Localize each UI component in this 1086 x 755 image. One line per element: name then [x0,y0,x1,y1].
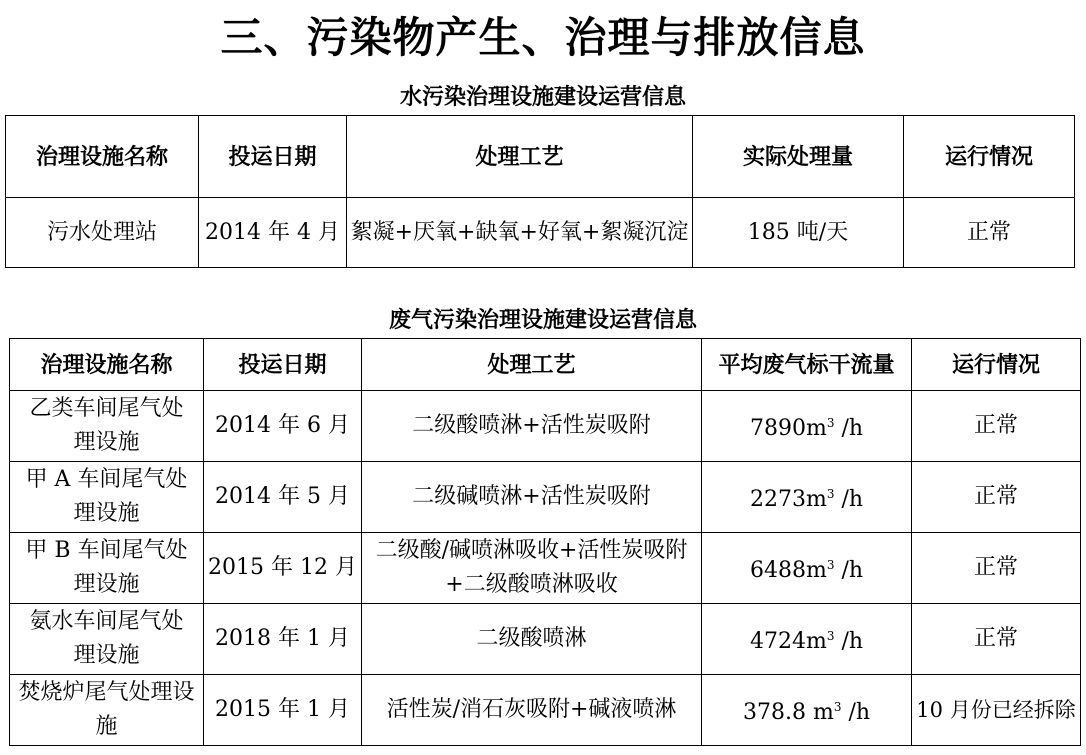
cell-process: 二级酸喷淋 [362,604,702,675]
flow-value: 4724m [749,629,827,654]
flow-unit: /h [834,558,864,583]
flow-unit: /h [834,487,864,512]
flow-value: 378.8 m [742,700,834,725]
page-title: 三、污染物产生、治理与排放信息 [220,13,866,62]
cell-facility-name: 氨水车间尾气处 理设施 [10,604,204,675]
cell-facility-name: 焚烧炉尾气处理设 施 [10,675,204,746]
header-operation-date: 投运日期 [204,339,362,391]
cell-operation-date: 2018 年 1 月 [204,604,362,675]
header-status: 运行情况 [912,339,1081,391]
cell-operation-date: 2015 年 12 月 [204,533,362,604]
cell-process: 二级碱喷淋+活性炭吸附 [362,462,702,533]
cell-process: 二级酸喷淋+活性炭吸附 [362,391,702,462]
flow-unit: /h [834,416,864,441]
cell-status: 正常 [904,198,1075,268]
unit-exponent: 3 [826,558,835,572]
cell-facility-name: 污水处理站 [6,198,199,268]
header-process: 处理工艺 [362,339,702,391]
table-row [10,604,1081,675]
header-facility-name: 治理设施名称 [10,339,204,391]
table-row [10,462,1081,533]
cell-status: 正常 [912,604,1081,675]
cell-status: 正常 [912,533,1081,604]
cell-average-flow [702,533,912,604]
cell-average-flow [702,462,912,533]
cell-status: 正常 [912,391,1081,462]
header-process: 处理工艺 [347,116,693,198]
header-operation-date: 投运日期 [199,116,347,198]
cell-status: 正常 [912,462,1081,533]
flow-value: 7890m [749,416,827,441]
cell-operation-date: 2014 年 6 月 [204,391,362,462]
cell-facility-name: 甲 A 车间尾气处 理设施 [10,462,204,533]
unit-exponent: 3 [826,629,835,643]
header-facility-name: 治理设施名称 [6,116,199,198]
flow-value: 2273m [749,487,827,512]
header-status: 运行情况 [904,116,1075,198]
cell-facility-name: 甲 B 车间尾气处 理设施 [10,533,204,604]
cell-average-flow [702,391,912,462]
cell-average-flow [702,675,912,746]
cell-average-flow [702,604,912,675]
header-average-flow: 平均废气标干流量 [702,339,912,391]
table-row [10,391,1081,462]
air-facility-table [9,338,1081,746]
table-row [10,675,1081,746]
water-facility-table [5,115,1075,268]
flow-value: 6488m [749,558,827,583]
flow-unit: /h [841,700,871,725]
air-section-subtitle: 废气污染治理设施建设运营信息 [388,307,697,333]
unit-exponent: 3 [826,487,835,501]
table-header-row [6,116,1075,198]
cell-process: 二级酸/碱喷淋吸收+活性炭吸附 +二级酸喷淋吸收 [362,533,702,604]
table-row [10,533,1081,604]
flow-unit: /h [834,629,864,654]
cell-actual-volume: 185 吨/天 [693,198,904,268]
cell-operation-date: 2014 年 5 月 [204,462,362,533]
unit-exponent: 3 [833,700,842,714]
cell-operation-date: 2015 年 1 月 [204,675,362,746]
cell-status: 10 月份已经拆除 [912,675,1081,746]
table-row [6,198,1075,268]
unit-exponent: 3 [826,416,835,430]
cell-process: 絮凝+厌氧+缺氧+好氧+絮凝沉淀 [347,198,693,268]
header-actual-volume: 实际处理量 [693,116,904,198]
water-section-subtitle: 水污染治理设施建设运营信息 [399,84,686,110]
table-header-row [10,339,1081,391]
cell-process: 活性炭/消石灰吸附+碱液喷淋 [362,675,702,746]
cell-operation-date: 2014 年 4 月 [199,198,347,268]
cell-facility-name: 乙类车间尾气处 理设施 [10,391,204,462]
